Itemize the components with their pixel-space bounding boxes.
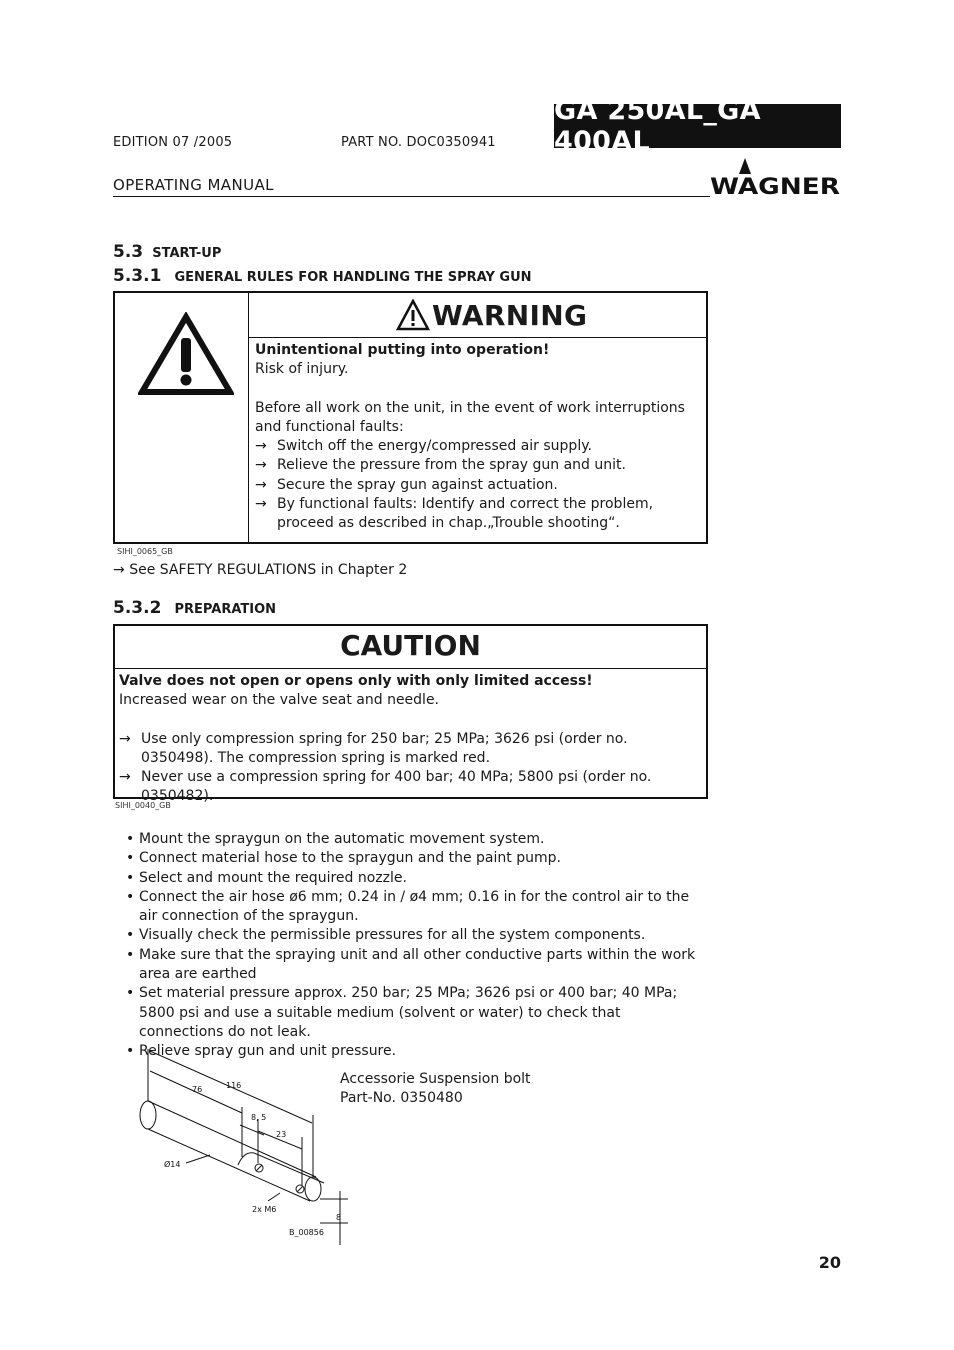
dim-76-label: 76 — [192, 1085, 203, 1094]
warning-triangle-icon — [138, 312, 234, 396]
list-item: • Select and mount the required nozzle. — [126, 869, 706, 888]
bullet-icon: • — [126, 869, 135, 886]
warning-content — [255, 341, 703, 534]
manual-label: OPERATING MANUAL — [113, 176, 274, 194]
bullet-icon: • — [126, 985, 135, 1002]
section-5-3-1-heading — [113, 266, 532, 286]
dim-8-5-label: 8, 5 — [251, 1113, 267, 1122]
list-item: → Secure the spray gun against actuation. — [255, 476, 703, 495]
section-number: 5.3 — [113, 242, 144, 262]
list-item: → Never use a compression spring for 400 bar; 40 MPa; 5800 psi (order no. 0350482). — [119, 769, 652, 805]
caution-header-rule — [114, 668, 707, 669]
dim-116-label: 116 — [226, 1081, 242, 1090]
accessory-name: Accessorie Suspension bolt — [340, 1071, 531, 1087]
caution-title: CAUTION — [340, 629, 481, 662]
safety-reference-text: See SAFETY REGULATIONS in Chapter 2 — [129, 562, 408, 578]
list-item: • Mount the spraygun on the automatic movement system. — [126, 830, 706, 849]
dim-8-label: 8 — [336, 1213, 342, 1222]
suspension-bolt-drawing — [130, 1045, 360, 1245]
warning-header-rule — [249, 337, 707, 338]
warning-code: SIHI_0065_GB — [117, 547, 173, 556]
section-5-3-2-heading — [113, 598, 276, 618]
bolt-drawing-svg — [130, 1045, 360, 1245]
section-title: GENERAL RULES FOR HANDLING THE SPRAY GUN — [174, 270, 532, 285]
arrow-icon: → — [255, 457, 267, 474]
wagner-logo-mark — [709, 156, 841, 198]
accessory-part-number: Part-No. 0350480 — [340, 1090, 463, 1107]
list-item: • Make sure that the spraying unit and all other conductive parts within the work area are earthed — [126, 946, 696, 983]
list-item: • Connect material hose to the spraygun and the paint pump. — [126, 849, 706, 868]
svg-text:WAGNER: WAGNER — [710, 175, 841, 198]
caution-line2: Increased wear on the valve seat and needle. — [119, 692, 440, 709]
page-number: 20 — [818, 1253, 841, 1272]
caution-bold-line: Valve does not open or opens only with only limited access! — [119, 673, 593, 689]
arrow-icon: → — [119, 769, 131, 786]
list-item: • Visually check the permissible pressures for all the system components. — [126, 926, 706, 945]
bullet-icon: • — [126, 946, 135, 963]
section-title: START-UP — [152, 246, 222, 261]
arrow-icon: → — [255, 496, 267, 513]
bullet-icon: • — [126, 831, 135, 847]
edition-label: EDITION 07 /2005 — [113, 135, 233, 150]
dim-23-label: 23 — [276, 1130, 287, 1139]
model-title: GA 250AL_GA 400AL — [554, 104, 841, 148]
list-item: • Connect the air hose ø6 mm; 0.24 in / ø4 mm; 0.16 in for the control air to the air connection of the spraygun. — [126, 888, 690, 925]
caution-list — [119, 730, 703, 807]
section-title: PREPARATION — [174, 602, 277, 617]
warning-bold-line: Unintentional putting into operation! — [255, 342, 550, 358]
header-rule — [113, 196, 710, 197]
accessory-info — [340, 1070, 531, 1109]
warning-divider — [248, 292, 249, 543]
caution-content — [119, 672, 703, 807]
list-item: → Relieve the pressure from the spray gun and unit. — [255, 456, 703, 475]
preparation-steps — [126, 830, 706, 1062]
wagner-logo — [709, 156, 841, 198]
dim-m6-label: 2x M6 — [252, 1205, 277, 1214]
arrow-icon: → — [119, 730, 131, 747]
warning-list — [255, 437, 703, 533]
list-item: • Set material pressure approx. 250 bar; 25 MPa; 3626 psi or 400 bar; 40 MPa; 5800 psi and use a suitable medium (solvent or water) to check that connections do not leak. — [126, 985, 678, 1040]
list-item: → By functional faults: Identify and correct the problem, proceed as described in chap.„Trouble shooting“. — [255, 496, 654, 532]
warning-heading — [396, 298, 587, 332]
warning-risk: Risk of injury. — [255, 361, 349, 378]
warning-small-icon — [396, 299, 430, 331]
list-item: → Switch off the energy/compressed air supply. — [255, 437, 703, 456]
warning-intro: Before all work on the unit, in the event of work interruptions and functional faults: — [255, 399, 685, 435]
list-item: → Use only compression spring for 250 bar; 25 MPa; 3626 psi (order no. 0350498). The compression spring is marked red. — [119, 730, 628, 766]
part-number-label: PART NO. DOC0350941 — [341, 135, 496, 150]
warning-title: WARNING — [432, 298, 588, 332]
arrow-icon: → — [113, 562, 125, 578]
list-item: • Relieve spray gun and unit pressure. — [126, 1042, 706, 1061]
section-number: 5.3.1 — [113, 266, 162, 286]
section-number: 5.3.2 — [113, 598, 162, 618]
drawing-code: B_00856 — [289, 1228, 324, 1237]
arrow-icon: → — [255, 438, 267, 455]
bullet-list — [126, 830, 706, 1062]
bullet-icon: • — [126, 888, 135, 905]
arrow-icon: → — [255, 476, 267, 493]
bullet-icon: • — [126, 850, 135, 867]
dim-d14-label: Ø14 — [164, 1160, 181, 1169]
bullet-icon: • — [126, 1043, 135, 1060]
safety-reference — [113, 561, 407, 580]
bullet-icon: • — [126, 927, 135, 944]
caution-code: SIHI_0040_GB — [115, 801, 171, 810]
section-5-3-heading — [113, 242, 221, 262]
